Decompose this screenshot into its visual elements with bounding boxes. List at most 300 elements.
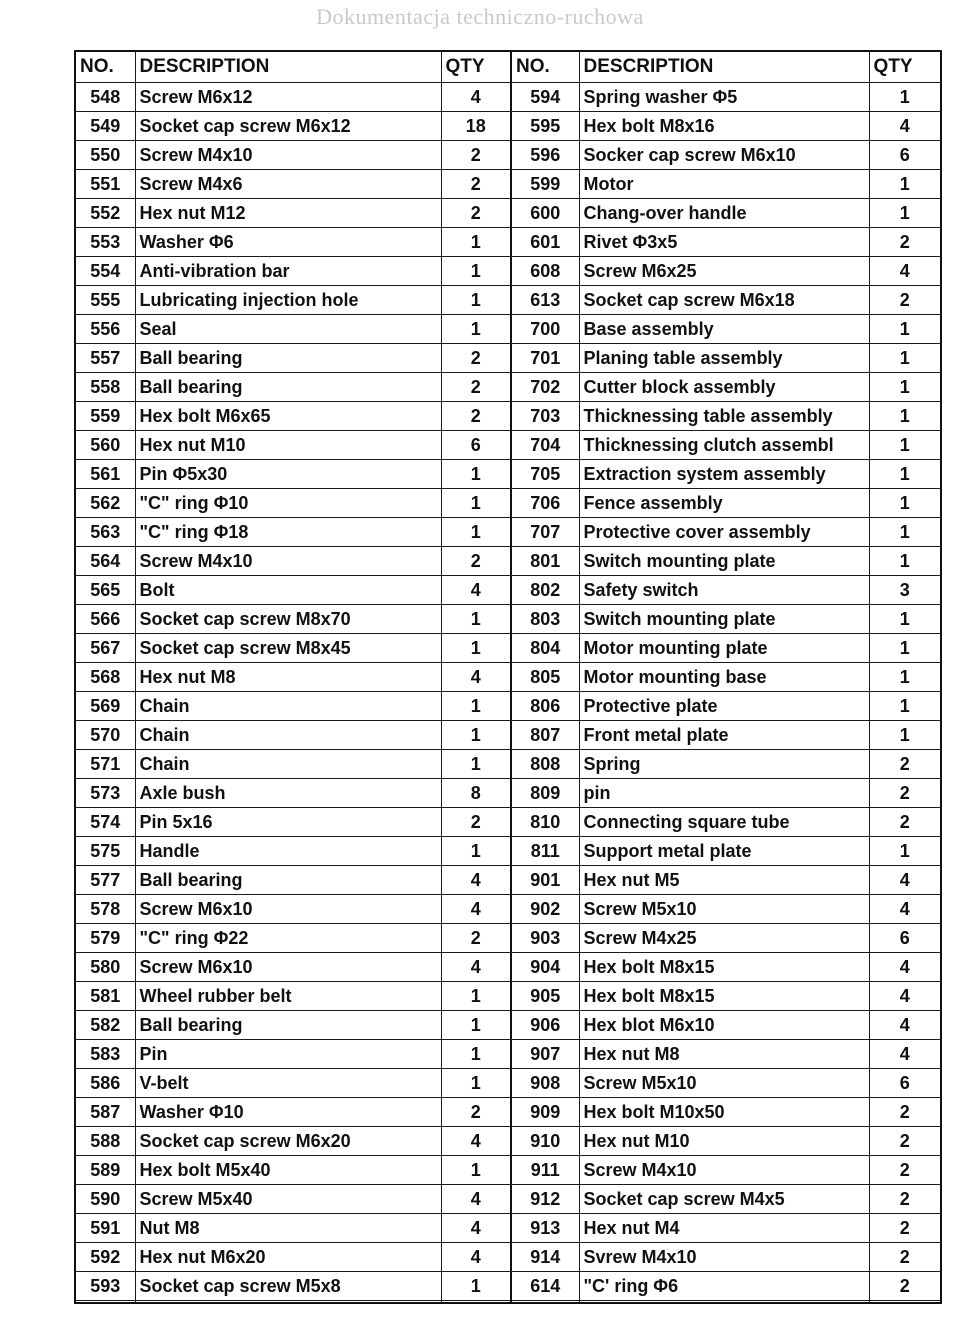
part-number-cell: 600 — [511, 199, 579, 228]
table-row — [75, 866, 941, 895]
quantity-cell: 1 — [869, 721, 941, 750]
part-number-cell: 591 — [75, 1214, 135, 1243]
part-number-cell: 559 — [75, 402, 135, 431]
quantity-cell: 1 — [869, 634, 941, 663]
description-cell: Socket cap screw M6x12 — [135, 112, 441, 141]
table-row — [75, 518, 941, 547]
part-number-cell: 580 — [75, 953, 135, 982]
col-header-description: DESCRIPTION — [135, 51, 441, 83]
part-number-cell: 907 — [511, 1040, 579, 1069]
table-row — [75, 402, 941, 431]
quantity-cell: 4 — [441, 576, 511, 605]
description-cell: Screw M4x6 — [135, 170, 441, 199]
description-cell: Ball bearing — [135, 344, 441, 373]
description-cell: Chain — [135, 750, 441, 779]
part-number-cell: 560 — [75, 431, 135, 460]
description-cell: Protective cover assembly — [579, 518, 869, 547]
quantity-cell: 2 — [441, 1098, 511, 1127]
table-row — [75, 924, 941, 953]
description-cell: Socket cap screw M4x5 — [579, 1185, 869, 1214]
part-number-cell: 802 — [511, 576, 579, 605]
description-cell: Cutter block assembly — [579, 373, 869, 402]
part-number-cell: 913 — [511, 1214, 579, 1243]
quantity-cell: 1 — [869, 170, 941, 199]
description-cell: Axle bush — [135, 779, 441, 808]
table-row — [75, 663, 941, 692]
quantity-cell: 1 — [441, 228, 511, 257]
quantity-cell: 2 — [441, 808, 511, 837]
table-row — [75, 547, 941, 576]
description-cell: Screw M4x10 — [579, 1156, 869, 1185]
description-cell: Screw M6x12 — [135, 83, 441, 112]
table-header-row — [75, 51, 941, 83]
quantity-cell: 2 — [869, 1185, 941, 1214]
quantity-cell: 4 — [869, 1011, 941, 1040]
blank-cell — [511, 1301, 579, 1304]
description-cell: Screw M4x25 — [579, 924, 869, 953]
description-cell: Hex nut M10 — [579, 1127, 869, 1156]
quantity-cell: 2 — [869, 808, 941, 837]
quantity-cell: 6 — [441, 431, 511, 460]
part-number-cell: 571 — [75, 750, 135, 779]
description-cell: V-belt — [135, 1069, 441, 1098]
quantity-cell: 1 — [869, 605, 941, 634]
part-number-cell: 550 — [75, 141, 135, 170]
part-number-cell: 701 — [511, 344, 579, 373]
part-number-cell: 594 — [511, 83, 579, 112]
description-cell: Planing table assembly — [579, 344, 869, 373]
quantity-cell: 2 — [869, 779, 941, 808]
part-number-cell: 912 — [511, 1185, 579, 1214]
part-number-cell: 908 — [511, 1069, 579, 1098]
part-number-cell: 705 — [511, 460, 579, 489]
description-cell: Thicknessing table assembly — [579, 402, 869, 431]
description-cell: Screw M6x10 — [135, 895, 441, 924]
table-row — [75, 808, 941, 837]
description-cell: Front metal plate — [579, 721, 869, 750]
quantity-cell: 1 — [869, 373, 941, 402]
part-number-cell: 805 — [511, 663, 579, 692]
table-row — [75, 721, 941, 750]
table-row — [75, 1272, 941, 1301]
quantity-cell: 2 — [441, 199, 511, 228]
description-cell: Hex bolt M8x15 — [579, 982, 869, 1011]
table-row — [75, 982, 941, 1011]
part-number-cell: 811 — [511, 837, 579, 866]
description-cell: Hex nut M12 — [135, 199, 441, 228]
table-blank-row — [75, 1301, 941, 1304]
table-row — [75, 692, 941, 721]
table-row — [75, 779, 941, 808]
description-cell: Ball bearing — [135, 1011, 441, 1040]
description-cell: Ball bearing — [135, 373, 441, 402]
quantity-cell: 2 — [869, 286, 941, 315]
description-cell: Pin Φ5x30 — [135, 460, 441, 489]
quantity-cell: 1 — [869, 663, 941, 692]
quantity-cell: 1 — [869, 199, 941, 228]
part-number-cell: 596 — [511, 141, 579, 170]
quantity-cell: 2 — [441, 344, 511, 373]
blank-cell — [135, 1301, 441, 1304]
description-cell: Thicknessing clutch assembl — [579, 431, 869, 460]
quantity-cell: 2 — [441, 170, 511, 199]
table-row — [75, 228, 941, 257]
quantity-cell: 2 — [869, 1156, 941, 1185]
description-cell: Svrew M4x10 — [579, 1243, 869, 1272]
quantity-cell: 1 — [441, 1272, 511, 1301]
description-cell: Support metal plate — [579, 837, 869, 866]
description-cell: Safety switch — [579, 576, 869, 605]
part-number-cell: 552 — [75, 199, 135, 228]
part-number-cell: 703 — [511, 402, 579, 431]
part-number-cell: 592 — [75, 1243, 135, 1272]
description-cell: "C" ring Φ22 — [135, 924, 441, 953]
col-header-no: NO. — [75, 51, 135, 83]
description-cell: Hex nut M6x20 — [135, 1243, 441, 1272]
quantity-cell: 4 — [869, 982, 941, 1011]
description-cell: Socket cap screw M6x18 — [579, 286, 869, 315]
description-cell: Lubricating injection hole — [135, 286, 441, 315]
part-number-cell: 910 — [511, 1127, 579, 1156]
quantity-cell: 1 — [441, 518, 511, 547]
part-number-cell: 565 — [75, 576, 135, 605]
description-cell: Fence assembly — [579, 489, 869, 518]
part-number-cell: 586 — [75, 1069, 135, 1098]
quantity-cell: 1 — [869, 431, 941, 460]
quantity-cell: 1 — [869, 83, 941, 112]
description-cell: Handle — [135, 837, 441, 866]
description-cell: pin — [579, 779, 869, 808]
quantity-cell: 4 — [441, 1127, 511, 1156]
description-cell: Screw M4x10 — [135, 141, 441, 170]
part-number-cell: 575 — [75, 837, 135, 866]
table-row — [75, 83, 941, 112]
quantity-cell: 1 — [441, 982, 511, 1011]
description-cell: Hex blot M6x10 — [579, 1011, 869, 1040]
description-cell: Socket cap screw M8x70 — [135, 605, 441, 634]
part-number-cell: 551 — [75, 170, 135, 199]
part-number-cell: 904 — [511, 953, 579, 982]
quantity-cell: 4 — [441, 953, 511, 982]
part-number-cell: 573 — [75, 779, 135, 808]
part-number-cell: 562 — [75, 489, 135, 518]
quantity-cell: 2 — [869, 228, 941, 257]
parts-table — [74, 50, 942, 1304]
quantity-cell: 1 — [441, 750, 511, 779]
blank-cell — [75, 1301, 135, 1304]
part-number-cell: 557 — [75, 344, 135, 373]
part-number-cell: 608 — [511, 257, 579, 286]
part-number-cell: 582 — [75, 1011, 135, 1040]
part-number-cell: 593 — [75, 1272, 135, 1301]
part-number-cell: 588 — [75, 1127, 135, 1156]
description-cell: Pin — [135, 1040, 441, 1069]
description-cell: Hex bolt M5x40 — [135, 1156, 441, 1185]
quantity-cell: 2 — [869, 1243, 941, 1272]
part-number-cell: 553 — [75, 228, 135, 257]
quantity-cell: 2 — [869, 1098, 941, 1127]
quantity-cell: 1 — [441, 286, 511, 315]
quantity-cell: 8 — [441, 779, 511, 808]
blank-cell — [441, 1301, 511, 1304]
part-number-cell: 702 — [511, 373, 579, 402]
part-number-cell: 707 — [511, 518, 579, 547]
description-cell: Screw M4x10 — [135, 547, 441, 576]
description-cell: Wheel rubber belt — [135, 982, 441, 1011]
part-number-cell: 803 — [511, 605, 579, 634]
part-number-cell: 906 — [511, 1011, 579, 1040]
col-header-description-right: DESCRIPTION — [579, 51, 869, 83]
part-number-cell: 613 — [511, 286, 579, 315]
part-number-cell: 905 — [511, 982, 579, 1011]
description-cell: Spring washer Φ5 — [579, 83, 869, 112]
table-row — [75, 1098, 941, 1127]
table-row — [75, 431, 941, 460]
part-number-cell: 599 — [511, 170, 579, 199]
table-row — [75, 1040, 941, 1069]
table-row — [75, 1214, 941, 1243]
quantity-cell: 1 — [441, 1156, 511, 1185]
part-number-cell: 579 — [75, 924, 135, 953]
document-header: Dokumentacja techniczno-ruchowa — [316, 4, 644, 29]
description-cell: Pin 5x16 — [135, 808, 441, 837]
col-header-qty-right: QTY — [869, 51, 941, 83]
quantity-cell: 1 — [869, 547, 941, 576]
quantity-cell: 4 — [441, 1214, 511, 1243]
description-cell: Protective plate — [579, 692, 869, 721]
quantity-cell: 1 — [441, 489, 511, 518]
quantity-cell: 1 — [441, 837, 511, 866]
part-number-cell: 568 — [75, 663, 135, 692]
part-number-cell: 574 — [75, 808, 135, 837]
quantity-cell: 4 — [441, 866, 511, 895]
part-number-cell: 902 — [511, 895, 579, 924]
part-number-cell: 909 — [511, 1098, 579, 1127]
quantity-cell: 1 — [869, 518, 941, 547]
quantity-cell: 6 — [869, 141, 941, 170]
description-cell: Chang-over handle — [579, 199, 869, 228]
quantity-cell: 1 — [441, 315, 511, 344]
table-row — [75, 837, 941, 866]
description-cell: Motor mounting base — [579, 663, 869, 692]
part-number-cell: 901 — [511, 866, 579, 895]
quantity-cell: 4 — [441, 895, 511, 924]
quantity-cell: 4 — [441, 1243, 511, 1272]
blank-cell — [579, 1301, 869, 1304]
table-row — [75, 750, 941, 779]
description-cell: Hex nut M10 — [135, 431, 441, 460]
table-row — [75, 634, 941, 663]
description-cell: Motor — [579, 170, 869, 199]
part-number-cell: 554 — [75, 257, 135, 286]
quantity-cell: 1 — [441, 1040, 511, 1069]
quantity-cell: 4 — [441, 83, 511, 112]
table-row — [75, 112, 941, 141]
description-cell: Socket cap screw M6x20 — [135, 1127, 441, 1156]
part-number-cell: 810 — [511, 808, 579, 837]
part-number-cell: 563 — [75, 518, 135, 547]
part-number-cell: 614 — [511, 1272, 579, 1301]
table-row — [75, 460, 941, 489]
quantity-cell: 1 — [441, 1069, 511, 1098]
description-cell: Chain — [135, 721, 441, 750]
part-number-cell: 566 — [75, 605, 135, 634]
description-cell: Bolt — [135, 576, 441, 605]
quantity-cell: 1 — [441, 257, 511, 286]
description-cell: Screw M6x25 — [579, 257, 869, 286]
quantity-cell: 1 — [869, 315, 941, 344]
description-cell: Extraction system assembly — [579, 460, 869, 489]
description-cell: Rivet Φ3x5 — [579, 228, 869, 257]
quantity-cell: 6 — [869, 924, 941, 953]
description-cell: Ball bearing — [135, 866, 441, 895]
quantity-cell: 1 — [441, 692, 511, 721]
quantity-cell: 1 — [869, 489, 941, 518]
table-row — [75, 1243, 941, 1272]
quantity-cell: 4 — [869, 112, 941, 141]
quantity-cell: 2 — [869, 750, 941, 779]
table-row — [75, 953, 941, 982]
part-number-cell: 569 — [75, 692, 135, 721]
description-cell: Hex nut M8 — [579, 1040, 869, 1069]
description-cell: Anti-vibration bar — [135, 257, 441, 286]
part-number-cell: 806 — [511, 692, 579, 721]
description-cell: Switch mounting plate — [579, 605, 869, 634]
description-cell: Socket cap screw M8x45 — [135, 634, 441, 663]
quantity-cell: 1 — [441, 1011, 511, 1040]
quantity-cell: 2 — [441, 547, 511, 576]
part-number-cell: 567 — [75, 634, 135, 663]
description-cell: Hex nut M4 — [579, 1214, 869, 1243]
quantity-cell: 18 — [441, 112, 511, 141]
description-cell: Connecting square tube — [579, 808, 869, 837]
quantity-cell: 1 — [869, 402, 941, 431]
quantity-cell: 2 — [441, 402, 511, 431]
table-row — [75, 373, 941, 402]
part-number-cell: 700 — [511, 315, 579, 344]
quantity-cell: 4 — [869, 866, 941, 895]
part-number-cell: 578 — [75, 895, 135, 924]
part-number-cell: 801 — [511, 547, 579, 576]
description-cell: Screw M5x10 — [579, 1069, 869, 1098]
description-cell: Washer Φ6 — [135, 228, 441, 257]
col-header-no-right: NO. — [511, 51, 579, 83]
table-row — [75, 1011, 941, 1040]
quantity-cell: 1 — [441, 721, 511, 750]
part-number-cell: 577 — [75, 866, 135, 895]
description-cell: Hex bolt M8x15 — [579, 953, 869, 982]
part-number-cell: 706 — [511, 489, 579, 518]
description-cell: Screw M6x10 — [135, 953, 441, 982]
description-cell: "C" ring Φ10 — [135, 489, 441, 518]
quantity-cell: 1 — [441, 460, 511, 489]
quantity-cell: 1 — [441, 605, 511, 634]
quantity-cell: 1 — [869, 837, 941, 866]
quantity-cell: 2 — [869, 1127, 941, 1156]
description-cell: Screw M5x10 — [579, 895, 869, 924]
description-cell: Hex bolt M8x16 — [579, 112, 869, 141]
part-number-cell: 549 — [75, 112, 135, 141]
quantity-cell: 2 — [441, 141, 511, 170]
part-number-cell: 807 — [511, 721, 579, 750]
table-row — [75, 1156, 941, 1185]
part-number-cell: 601 — [511, 228, 579, 257]
quantity-cell: 1 — [869, 692, 941, 721]
table-row — [75, 489, 941, 518]
table-row — [75, 286, 941, 315]
description-cell: Socket cap screw M5x8 — [135, 1272, 441, 1301]
table-row — [75, 199, 941, 228]
blank-cell — [869, 1301, 941, 1304]
description-cell: Hex bolt M6x65 — [135, 402, 441, 431]
table-row — [75, 257, 941, 286]
quantity-cell: 4 — [869, 1040, 941, 1069]
col-header-qty: QTY — [441, 51, 511, 83]
description-cell: "C" ring Φ18 — [135, 518, 441, 547]
quantity-cell: 3 — [869, 576, 941, 605]
part-number-cell: 587 — [75, 1098, 135, 1127]
part-number-cell: 558 — [75, 373, 135, 402]
part-number-cell: 561 — [75, 460, 135, 489]
quantity-cell: 2 — [441, 373, 511, 402]
quantity-cell: 6 — [869, 1069, 941, 1098]
description-cell: Seal — [135, 315, 441, 344]
table-row — [75, 141, 941, 170]
part-number-cell: 590 — [75, 1185, 135, 1214]
table-row — [75, 576, 941, 605]
quantity-cell: 1 — [869, 460, 941, 489]
table-row — [75, 315, 941, 344]
table-row — [75, 895, 941, 924]
quantity-cell: 1 — [869, 344, 941, 373]
part-number-cell: 808 — [511, 750, 579, 779]
quantity-cell: 4 — [441, 663, 511, 692]
description-cell: Switch mounting plate — [579, 547, 869, 576]
description-cell: Base assembly — [579, 315, 869, 344]
description-cell: Motor mounting plate — [579, 634, 869, 663]
description-cell: Socker cap screw M6x10 — [579, 141, 869, 170]
description-cell: Hex bolt M10x50 — [579, 1098, 869, 1127]
description-cell: "C' ring Φ6 — [579, 1272, 869, 1301]
table-row — [75, 605, 941, 634]
description-cell: Washer Φ10 — [135, 1098, 441, 1127]
part-number-cell: 914 — [511, 1243, 579, 1272]
part-number-cell: 570 — [75, 721, 135, 750]
part-number-cell: 589 — [75, 1156, 135, 1185]
part-number-cell: 704 — [511, 431, 579, 460]
quantity-cell: 2 — [869, 1214, 941, 1243]
part-number-cell: 595 — [511, 112, 579, 141]
quantity-cell: 4 — [869, 953, 941, 982]
quantity-cell: 2 — [441, 924, 511, 953]
description-cell: Hex nut M5 — [579, 866, 869, 895]
description-cell: Nut M8 — [135, 1214, 441, 1243]
description-cell: Screw M5x40 — [135, 1185, 441, 1214]
part-number-cell: 583 — [75, 1040, 135, 1069]
quantity-cell: 4 — [869, 895, 941, 924]
quantity-cell: 1 — [441, 634, 511, 663]
part-number-cell: 809 — [511, 779, 579, 808]
table-row — [75, 1127, 941, 1156]
part-number-cell: 555 — [75, 286, 135, 315]
table-row — [75, 1185, 941, 1214]
description-cell: Chain — [135, 692, 441, 721]
table-row — [75, 344, 941, 373]
part-number-cell: 548 — [75, 83, 135, 112]
description-cell: Hex nut M8 — [135, 663, 441, 692]
part-number-cell: 903 — [511, 924, 579, 953]
part-number-cell: 804 — [511, 634, 579, 663]
